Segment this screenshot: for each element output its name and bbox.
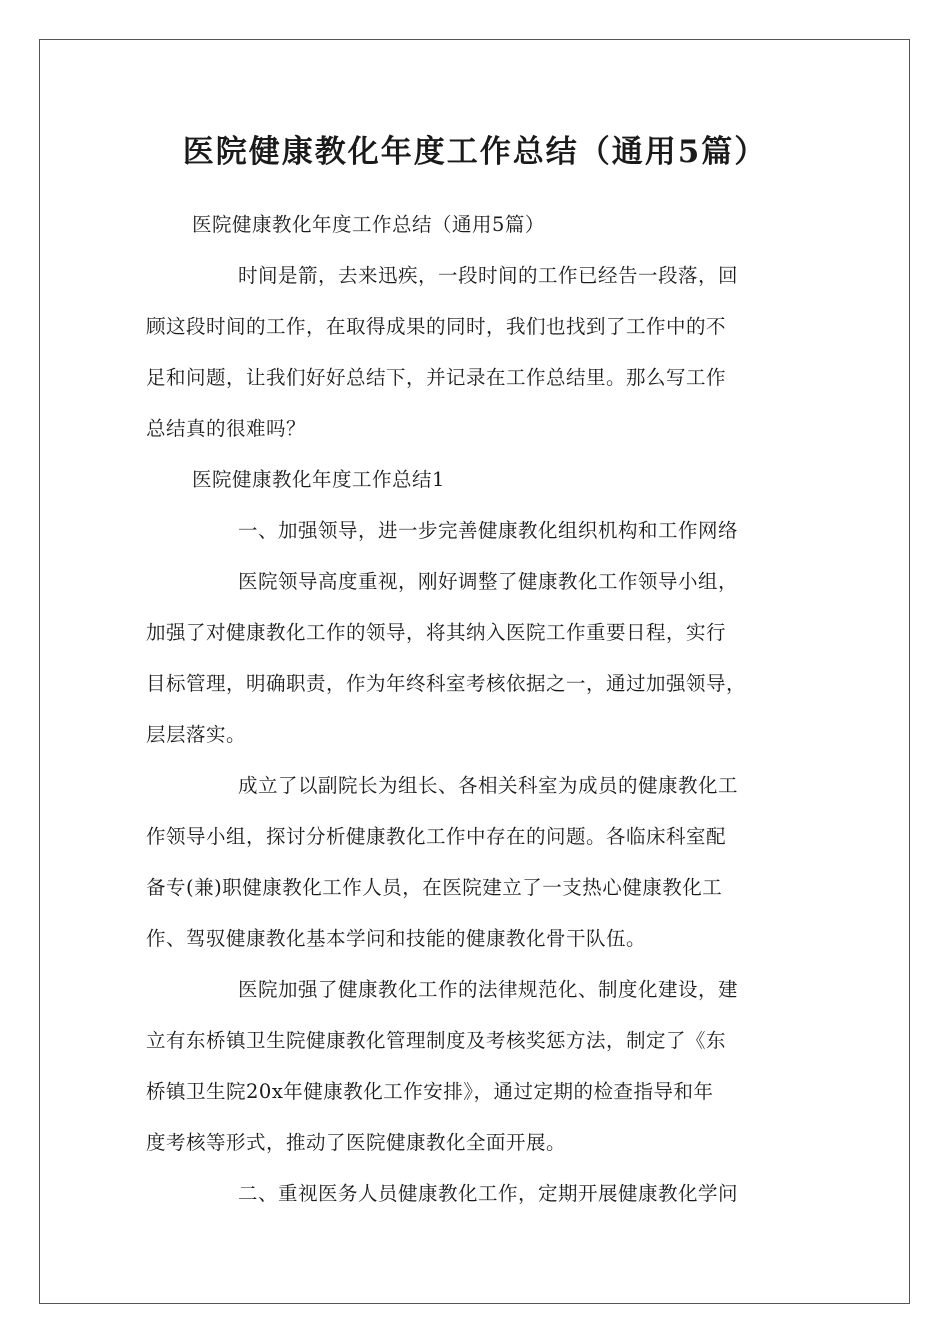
para1-line-2: 加强了对健康教化工作的领导，将其纳入医院工作重要日程，实行 xyxy=(146,621,727,644)
intro-line-2: 顾这段时间的工作，在取得成果的同时，我们也找到了工作中的不 xyxy=(146,315,727,338)
intro-line-1: 时间是箭，去来迅疾，一段时间的工作已经告一段落，回 xyxy=(238,264,739,287)
para2-line-4: 作、驾驭健康教化基本学问和技能的健康教化骨干队伍。 xyxy=(146,927,647,950)
para1-line-3: 目标管理，明确职责，作为年终科室考核依据之一，通过加强领导， xyxy=(146,672,747,695)
subsection-heading-1: 一、加强领导，进一步完善健康教化组织机构和工作网络 xyxy=(238,519,739,542)
para2-line-1: 成立了以副院长为组长、各相关科室为成员的健康教化工 xyxy=(238,774,739,797)
intro-line-4: 总结真的很难吗？ xyxy=(146,417,307,440)
intro-line-3: 足和问题，让我们好好总结下，并记录在工作总结里。那么写工作 xyxy=(146,366,727,389)
para3-line-1: 医院加强了健康教化工作的法律规范化、制度化建设，建 xyxy=(238,978,739,1001)
section-heading-1: 医院健康教化年度工作总结1 xyxy=(192,468,445,491)
document-title: 医院健康教化年度工作总结（通用5篇） xyxy=(182,134,768,170)
para1-line-4: 层层落实。 xyxy=(146,723,247,746)
para2-line-3: 备专(兼)职健康教化工作人员，在医院建立了一支热心健康教化工 xyxy=(146,876,723,899)
para1-line-1: 医院领导高度重视，刚好调整了健康教化工作领导小组， xyxy=(238,570,739,593)
document-body xyxy=(146,205,806,1214)
para2-line-2: 作领导小组，探讨分析健康教化工作中存在的问题。各临床科室配 xyxy=(146,825,727,848)
para3-line-2: 立有东桥镇卫生院健康教化管理制度及考核奖惩方法，制定了《东 xyxy=(146,1029,727,1052)
para3-line-3: 桥镇卫生院20x年健康教化工作安排》，通过定期的检查指导和年 xyxy=(146,1080,714,1103)
subsection-heading-2: 二、重视医务人员健康教化工作，定期开展健康教化学问 xyxy=(238,1182,739,1205)
para3-line-4: 度考核等形式，推动了医院健康教化全面开展。 xyxy=(146,1131,567,1154)
subtitle-line: 医院健康教化年度工作总结（通用5篇） xyxy=(192,213,545,236)
